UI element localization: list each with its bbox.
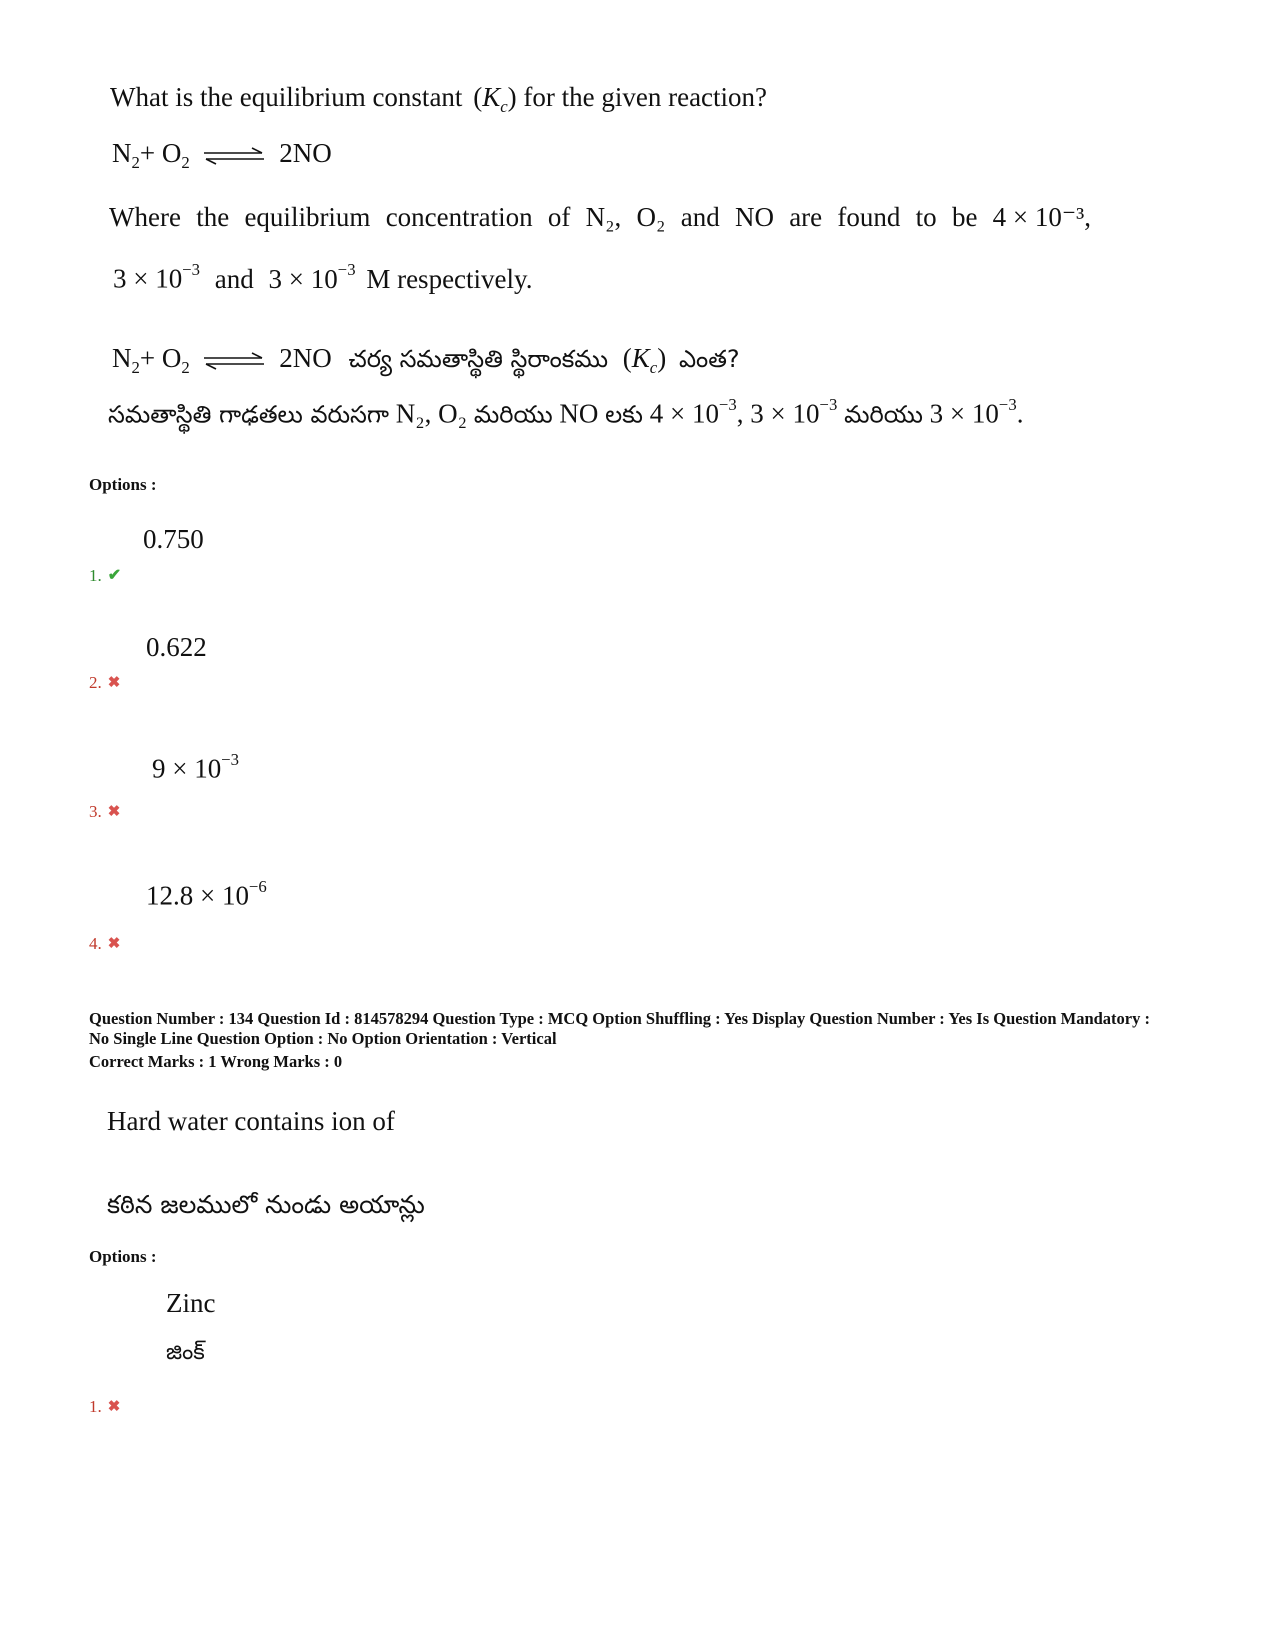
- cross-icon: ✖: [107, 935, 121, 952]
- option-value-te: జింక్: [166, 1340, 205, 1365]
- question-text-en: What is the equilibrium constant $(K_c)$ for the given reaction?: [110, 82, 768, 116]
- reaction-equation: $N_2+ O_2$ 2NO: [112, 138, 332, 172]
- equilibrium-arrow-icon: [202, 352, 266, 370]
- option-number-wrong: 2. ✖: [89, 673, 121, 692]
- concentration-text-line1: Where the equilibrium concentration of N₂, O₂ and NO are found to be 4 × 10⁻³,: [109, 202, 1091, 232]
- option-number-wrong: 4. ✖: [89, 934, 121, 953]
- question-metadata: Question Number : 134 Question Id : 814578294 Question Type : MCQ Option Shuffling : Yes Display Question Number : Yes Is Question Mandatory : No Single Line Question Option : No Option Orientation : Vertical: [89, 1009, 1150, 1048]
- option-value: $9 \times 10^{-3}$: [152, 750, 240, 784]
- options-label: Options :: [89, 475, 157, 494]
- option-number-wrong: 1. ✖: [89, 1397, 121, 1416]
- question-text-te: కఠిన జలములో నుండు అయాన్లు: [107, 1190, 425, 1219]
- option-value-en: Zinc: [166, 1288, 216, 1318]
- option-value: $12.8 \times 10^{-6}$: [146, 877, 267, 911]
- cross-icon: ✖: [107, 1398, 121, 1415]
- marks-info: Correct Marks : 1 Wrong Marks : 0: [89, 1052, 343, 1071]
- option-number-wrong: 3. ✖: [89, 802, 121, 821]
- question-text-te-line2: సమతాస్థితి గాఢతలు వరుసగా N₂, O₂ మరియు NO లకు $4 \times 10^{-3}$, $3 \times 10^{-3}$ మరియు $3 \times 10^{-3}$.: [108, 395, 1024, 429]
- question-text-en: Hard water contains ion of: [107, 1106, 395, 1136]
- option-value: 0.622: [146, 632, 207, 662]
- question-text-te-line1: $N_2+ O_2$ 2NO చర్య సమతాస్థితి స్థిరాంకము $(K_c)$ ఎంత?: [112, 343, 740, 377]
- concentration-text-line2: $3 \times 10^{-3}$ and $3 \times 10^{-3}$ M respectively.: [113, 260, 533, 294]
- cross-icon: ✖: [107, 803, 121, 820]
- cross-icon: ✖: [107, 674, 121, 691]
- check-icon: ✔: [107, 567, 122, 584]
- option-value: 0.750: [143, 524, 204, 554]
- options-label: Options :: [89, 1247, 157, 1266]
- option-number-correct: 1. ✔: [89, 566, 122, 585]
- equilibrium-arrow-icon: [202, 147, 266, 165]
